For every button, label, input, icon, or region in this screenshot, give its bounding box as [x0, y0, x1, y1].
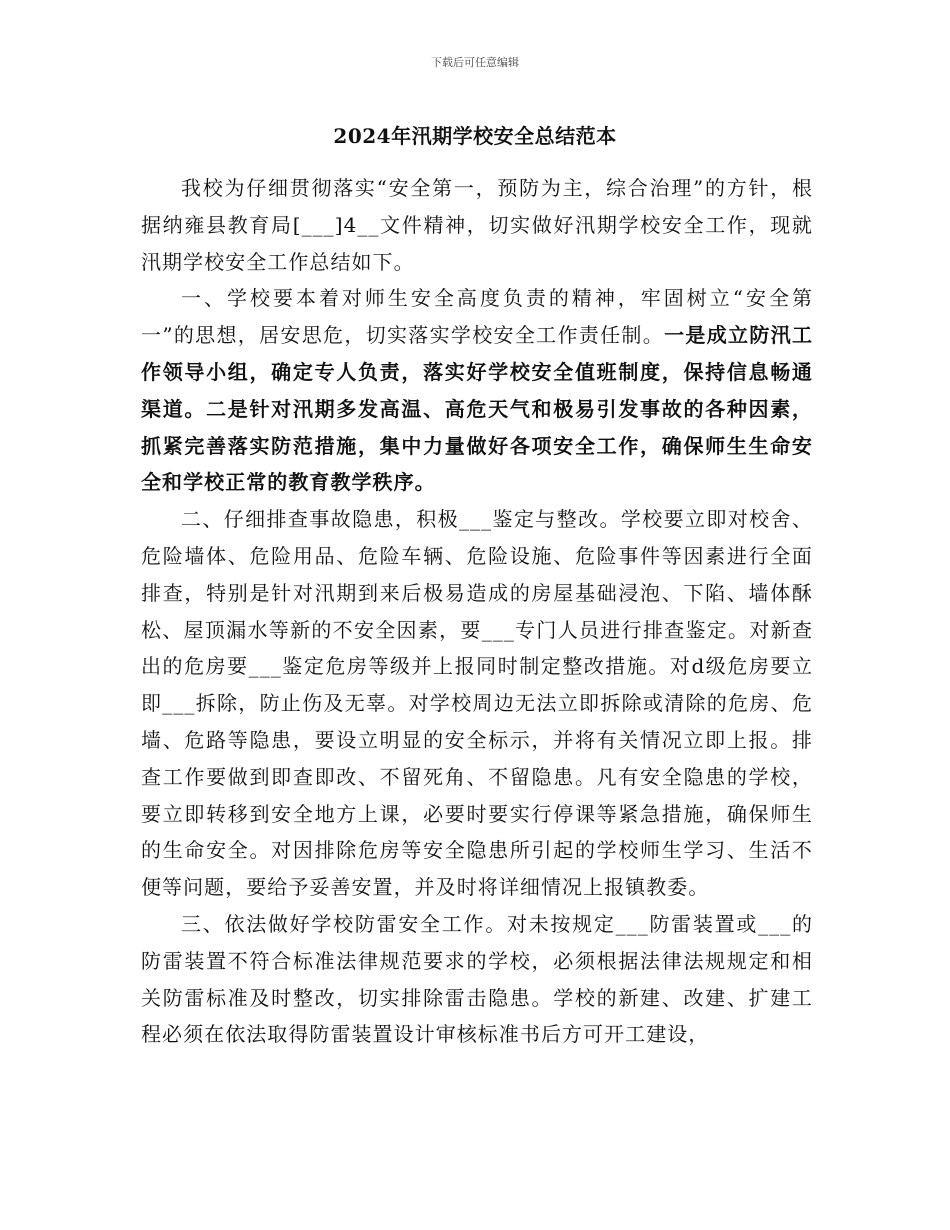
paragraph-section-1-text: 一、学校要本着对师生安全高度负责的精神，牢固树立“安全第一”的思想，居安思危，切实落实学校安全工作责任制。 — [141, 286, 813, 348]
paragraph-section-1-bold-text: 一是成立防汛工作领导小组，确定专人负责，落实好学校安全值班制度，保持信息畅通渠道。二是针对汛期多发高温、高危天气和极易引发事故的各种因素，抓紧完善落实防范措施，集中力量做好各项安全工作，确保师生生命安全和学校正常的教育教学秩序。 — [141, 323, 813, 495]
document-title: 2024年汛期学校安全总结范本 — [333, 124, 617, 148]
paragraph-section-2-text: 二、仔细排查事故隐患，积极___鉴定与整改。学校要立即对校舍、危险墙体、危险用品、危险车辆、危险设施、危险事件等因素进行全面排查，特别是针对汛期到来后极易造成的房屋基础浸泡、下陷、墙体酥松、屋顶漏水等新的不安全因素，要___专门人员进行排查鉴定。对新查出的危房要___鉴定危房等级并上报同时制定整改措施。对d级危房要立即___拆除，防止伤及无辜。对学校周边无法立即拆除或清除的危房、危墙、危路等隐患，要设立明显的安全标示，并将有关情况立即上报。排查工作要做到即查即改、不留死角、不留隐患。凡有安全隐患的学校，要立即转移到安全地方上课，必要时要实行停课等紧急措施，确保师生的生命安全。对因排除危房等安全隐患所引起的学校师生学习、生活不便等问题，要给予妥善安置，并及时将详细情况上报镇教委。 — [141, 507, 813, 900]
paragraph-intro — [141, 170, 813, 280]
paragraph-section-3-text: 三、依法做好学校防雷安全工作。对未按规定___防雷装置或___的防雷装置不符合标准法律规范要求的学校，必须根据法律法规规定和相关防雷标准及时整改，切实排除雷击隐患。学校的新建、改建、扩建工程必须在依法取得防雷装置设计审核标准书后方可开工建设， — [141, 911, 813, 1047]
paragraph-section-2 — [141, 501, 813, 906]
paragraph-section-3 — [141, 906, 813, 1053]
paragraph-intro-text: 我校为仔细贯彻落实“安全第一，预防为主，综合治理”的方针，根据纳雍县教育局[___]4__文件精神，切实做好汛期学校安全工作，现就汛期学校安全工作总结如下。 — [141, 176, 813, 274]
header-note: 下载后可任意编辑 — [431, 56, 519, 69]
document-body — [141, 170, 813, 1053]
paragraph-section-1 — [141, 280, 813, 501]
